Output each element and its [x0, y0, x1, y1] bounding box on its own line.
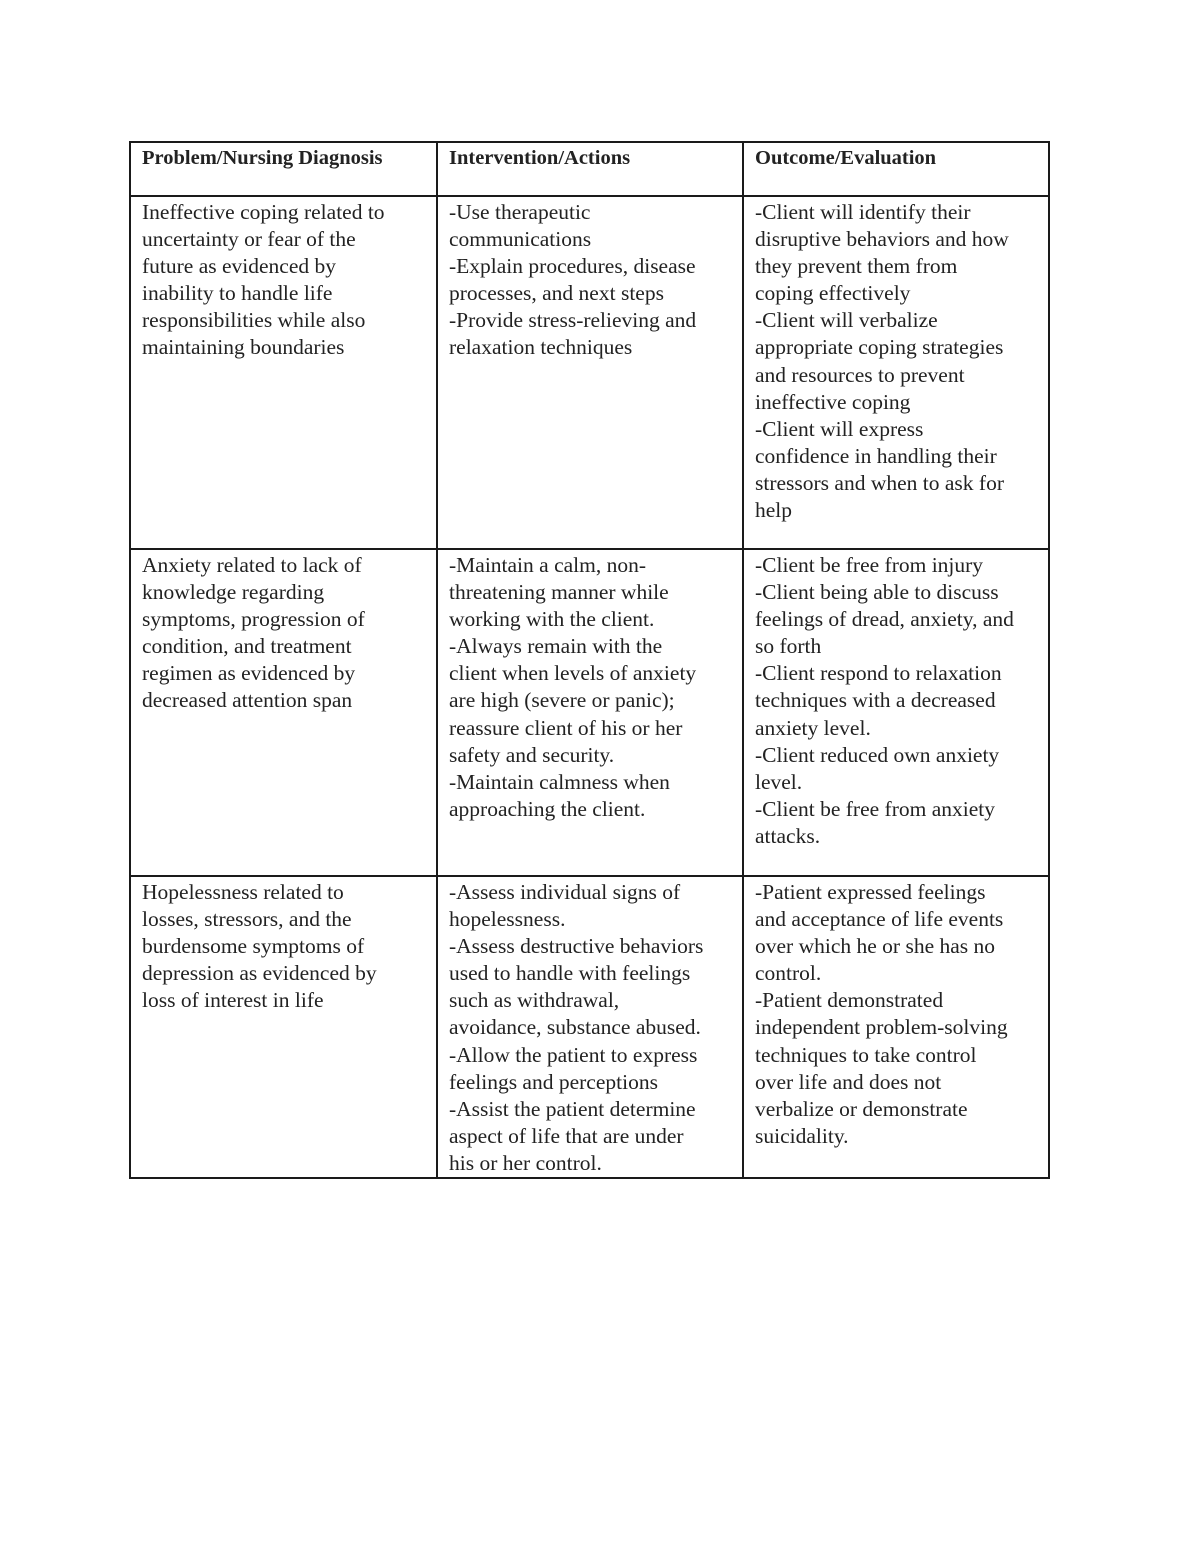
cell-text-line: decreased attention span [142, 688, 353, 713]
cell-text-line: -Assist the patient determine [449, 1096, 696, 1121]
table-header-row [130, 142, 1049, 196]
cell-text-line: -Patient expressed feelings [755, 880, 986, 904]
cell-text-line: -Patient demonstrated [755, 988, 944, 1013]
cell-text-line: responsibilities while also [142, 308, 366, 333]
cell-text-line: they prevent them from [755, 254, 958, 279]
cell-text-line: -Provide stress-relieving and [449, 308, 697, 333]
cell-text-line: threatening manner while [449, 580, 669, 605]
cell-text-line: -Client being able to discuss [755, 580, 999, 605]
cell-text-line: -Client respond to relaxation [755, 661, 1002, 686]
outcomes-cell [743, 876, 1049, 1178]
cell-text-line: -Client be free from anxiety [755, 796, 995, 821]
cell-text-line: processes, and next steps [449, 281, 664, 306]
cell-text-line: confidence in handling their [755, 443, 997, 468]
interventions-cell [437, 549, 743, 876]
interventions-cell [437, 196, 743, 549]
cell-text-line: -Client reduced own anxiety [755, 742, 1000, 767]
cell-text-line: client when levels of anxiety [449, 661, 697, 686]
cell-text-line: safety and security. [449, 742, 615, 767]
cell-text-line: suicidality. [755, 1123, 849, 1148]
cell-text-line: so forth [755, 634, 822, 659]
diagnosis-cell [130, 876, 437, 1178]
cell-text-line: feelings and perceptions [449, 1069, 658, 1094]
cell-text-line: ineffective coping [755, 389, 911, 414]
cell-text-line: depression as evidenced by [142, 961, 377, 986]
cell-text-line: over which he or she has no [755, 934, 996, 959]
care-plan-table [129, 141, 1050, 1179]
cell-text-line: symptoms, progression of [142, 607, 365, 632]
cell-text-line: Anxiety related to lack of [142, 553, 362, 577]
cell-text-line: Ineffective coping related to [142, 200, 385, 224]
cell-text-line: disruptive behaviors and how [755, 227, 1009, 252]
cell-text-line: help [755, 498, 793, 523]
cell-text-line: -Assess destructive behaviors [449, 934, 704, 959]
cell-text-line: anxiety level. [755, 715, 871, 740]
cell-text-line: -Assess individual signs of [449, 880, 681, 904]
outcomes-cell [743, 549, 1049, 876]
header-outcomes: Outcome/Evaluation [743, 142, 1049, 196]
cell-text-line: uncertainty or fear of the [142, 227, 356, 252]
table-row [130, 196, 1049, 549]
cell-text-line: loss of interest in life [142, 988, 324, 1013]
cell-text-line: attacks. [755, 823, 821, 848]
table-row [130, 549, 1049, 876]
table-row [130, 876, 1049, 1178]
diagnosis-cell [130, 549, 437, 876]
cell-text-line: -Client will identify their [755, 200, 971, 224]
cell-text-line: feelings of dread, anxiety, and [755, 607, 1014, 632]
cell-text-line: -Explain procedures, disease [449, 254, 696, 279]
header-diagnosis: Problem/Nursing Diagnosis [130, 142, 437, 196]
cell-text-line: working with the client. [449, 607, 655, 632]
cell-text-line: communications [449, 227, 592, 252]
cell-text-line: and resources to prevent [755, 362, 965, 387]
cell-text-line: level. [755, 769, 803, 794]
cell-text-line: condition, and treatment [142, 634, 352, 659]
cell-text-line: -Always remain with the [449, 634, 663, 659]
cell-text-line: coping effectively [755, 281, 911, 306]
cell-text-line: -Client will express [755, 416, 924, 441]
cell-text-line: Hopelessness related to [142, 880, 344, 904]
cell-text-line: avoidance, substance abused. [449, 1015, 701, 1040]
cell-text-line: maintaining boundaries [142, 335, 345, 360]
cell-text-line: -Maintain calmness when [449, 769, 670, 794]
header-interventions: Intervention/Actions [437, 142, 743, 196]
cell-text-line: such as withdrawal, [449, 988, 620, 1013]
cell-text-line: regimen as evidenced by [142, 661, 356, 686]
cell-text-line: control. [755, 961, 822, 986]
cell-text-line: -Client be free from injury [755, 553, 984, 577]
cell-text-line: relaxation techniques [449, 335, 633, 360]
cell-text-line: inability to handle life [142, 281, 333, 306]
cell-text-line: over life and does not [755, 1069, 942, 1094]
cell-text-line: verbalize or demonstrate [755, 1096, 968, 1121]
cell-text-line: knowledge regarding [142, 580, 325, 605]
outcomes-cell [743, 196, 1049, 549]
cell-text-line: independent problem-solving [755, 1015, 1008, 1040]
cell-text-line: techniques with a decreased [755, 688, 996, 713]
cell-text-line: techniques to take control [755, 1042, 977, 1067]
cell-text-line: -Use therapeutic [449, 200, 591, 224]
cell-text-line: aspect of life that are under [449, 1123, 684, 1148]
cell-text-line: used to handle with feelings [449, 961, 691, 986]
cell-text-line: losses, stressors, and the [142, 907, 352, 932]
cell-text-line: -Maintain a calm, non- [449, 553, 647, 577]
table-body [130, 196, 1049, 1178]
interventions-cell [437, 876, 743, 1178]
cell-text-line: appropriate coping strategies [755, 335, 1004, 360]
cell-text-line: reassure client of his or her [449, 715, 683, 740]
cell-text-line: are high (severe or panic); [449, 688, 675, 713]
cell-text-line: -Client will verbalize [755, 308, 938, 333]
cell-text-line: his or her control. [449, 1150, 602, 1175]
cell-text-line: stressors and when to ask for [755, 470, 1004, 495]
cell-text-line: future as evidenced by [142, 254, 337, 279]
cell-text-line: burdensome symptoms of [142, 934, 365, 959]
diagnosis-cell [130, 196, 437, 549]
cell-text-line: and acceptance of life events [755, 907, 1004, 932]
cell-text-line: approaching the client. [449, 796, 646, 821]
cell-text-line: hopelessness. [449, 907, 566, 932]
cell-text-line: -Allow the patient to express [449, 1042, 698, 1067]
